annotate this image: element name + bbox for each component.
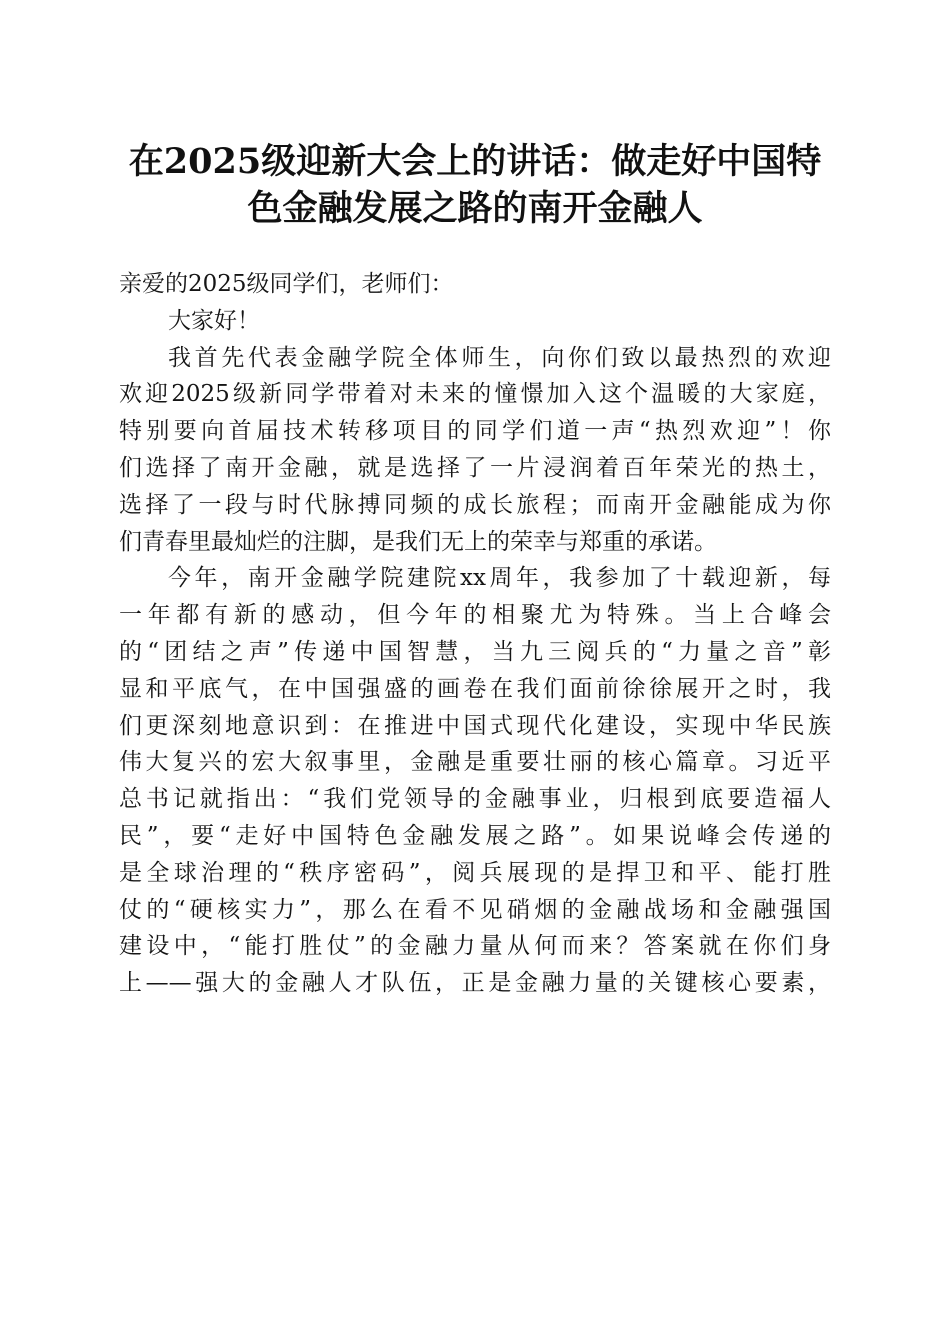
paragraph-line: 总书记就指出：“我们党领导的金融事业，归根到底要造福人 bbox=[119, 786, 831, 813]
paragraph-line: 们选择了南开金融，就是选择了一片浸润着百年荣光的热土， bbox=[119, 454, 831, 481]
paragraph-line: 伟大复兴的宏大叙事里，金融是重要壮丽的核心篇章。习近平 bbox=[119, 749, 831, 776]
paragraph-line: 的“团结之声”传递中国智慧，当九三阅兵的“力量之音”彰 bbox=[119, 638, 831, 665]
paragraph-line: 特别要向首届技术转移项目的同学们道一声“热烈欢迎”！你 bbox=[119, 418, 831, 445]
paragraph-line: 建设中，“能打胜仗”的金融力量从何而来？答案就在你们身 bbox=[119, 933, 831, 960]
paragraph-line: 是全球治理的“秩序密码”，阅兵展现的是捍卫和平、能打胜 bbox=[119, 859, 831, 886]
document-title bbox=[100, 138, 850, 232]
document-body bbox=[119, 266, 831, 1002]
title-line: 色金融发展之路的南开金融人 bbox=[247, 188, 703, 229]
paragraph-line: 显和平底气，在中国强盛的画卷在我们面前徐徐展开之时，我 bbox=[119, 675, 831, 702]
paragraph-line: 我首先代表金融学院全体师生，向你们致以最热烈的欢迎 bbox=[168, 344, 831, 371]
paragraph-line: 上——强大的金融人才队伍，正是金融力量的关键核心要素， bbox=[119, 970, 831, 997]
paragraph-line: 欢迎2025级新同学带着对未来的憧憬加入这个温暖的大家庭， bbox=[119, 381, 831, 408]
paragraph-line: 仗的“硬核实力”，那么在看不见硝烟的金融战场和金融强国 bbox=[119, 896, 831, 923]
paragraph-line: 一年都有新的感动，但今年的相聚尤为特殊。当上合峰会 bbox=[119, 602, 831, 629]
title-line: 在2025级迎新大会上的讲话：做走好中国特 bbox=[128, 141, 822, 182]
paragraph bbox=[119, 560, 831, 1002]
salutation: 亲爱的2025级同学们，老师们： bbox=[119, 271, 454, 297]
paragraph-line: 们青春里最灿烂的注脚，是我们无上的荣幸与郑重的承诺。 bbox=[119, 528, 717, 555]
paragraph-line: 们更深刻地意识到：在推进中国式现代化建设，实现中华民族 bbox=[119, 712, 831, 739]
paragraph-line: 今年，南开金融学院建院xx周年，我参加了十载迎新，每 bbox=[168, 565, 831, 592]
paragraph bbox=[119, 340, 831, 561]
paragraph-line: 选择了一段与时代脉搏同频的成长旅程；而南开金融能成为你 bbox=[119, 491, 831, 518]
greeting: 大家好！ bbox=[168, 307, 260, 334]
paragraph-line: 民”，要“走好中国特色金融发展之路”。如果说峰会传递的 bbox=[119, 822, 831, 849]
